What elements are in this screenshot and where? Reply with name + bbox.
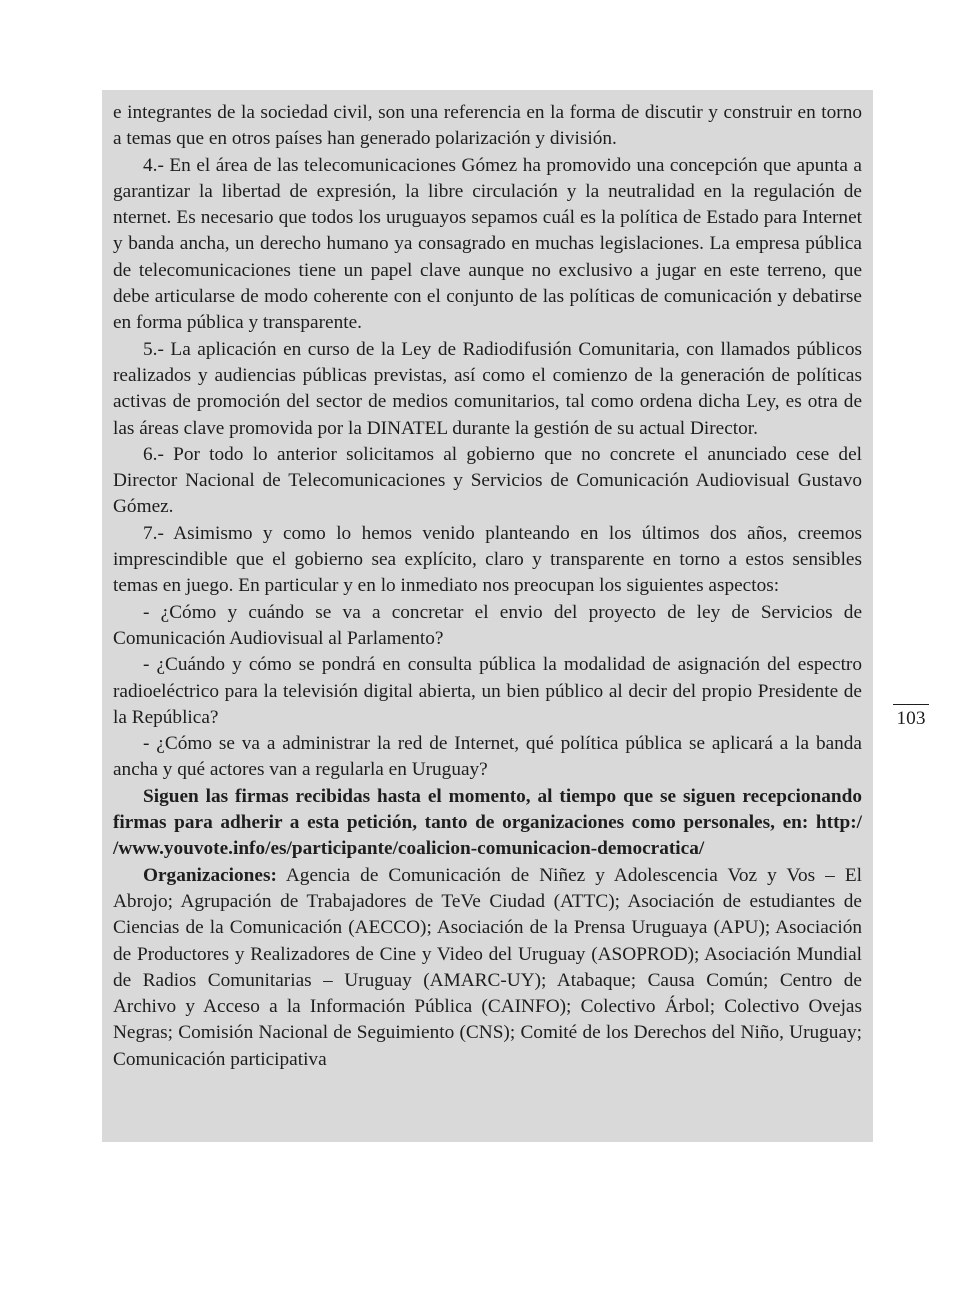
paragraph-point-6: 6.- Por todo lo anterior solicitamos al gobierno que no concrete el anunciado cese del Director Nacional de Telecomunicaciones y Servicios de Comunicación Audiovisual Gustavo Gómez. [113, 443, 862, 518]
paragraph-continuation: e integrantes de la sociedad civil, son una referencia en la forma de discutir y construir en torno a temas que en otros países han generado polarización y división. [113, 102, 862, 150]
text-block [102, 90, 873, 1142]
organizations-label: Organizaciones: [143, 864, 277, 886]
page-number: 103 [893, 704, 929, 731]
question-3: - ¿Cómo se va a administrar la red de Internet, qué política pública se aplicará a la banda ancha y qué actores van a regularla en Uruguay? [113, 733, 862, 781]
question-2: - ¿Cuándo y cómo se pondrá en consulta pública la modalidad de asignación del espectro radioeléctrico para la televisión digital abierta, un bien público al decir del propio Presidente de la República? [113, 654, 862, 728]
organizations-paragraph [113, 863, 862, 1073]
organizations-list: Agencia de Comunicación de Niñez y Adolescencia Voz y Vos – El Abrojo; Agrupación de Trabajadores de TeVe Ciudad (ATTC); Asociación de estudiantes de Ciencias de la Comunicación (AECCO); Asociación de la Prensa Uruguaya (APU); Asociación de Productores y Realizadores de Cine y Video del Uruguay (ASOPROD); Asociación Mundial de Radios Comunitarias – Uruguay (AMARC-UY); Atabaque; Causa Común; Centro de Archivo y Acceso a la Información Pública (CAINFO); Colectivo Árbol; Colectivo Ovejas Negras; Comisión Nacional de Seguimiento (CNS); Comité de los Derechos del Niño, Uruguay; Comunicación participativa [113, 864, 862, 1070]
paragraph-point-7: 7.- Asimismo y como lo hemos venido planteando en los últimos dos años, creemos imprescindible que el gobierno sea explícito, claro y transparente en torno a estos sensibles temas en juego. En particular y en lo inmediato nos preocupan los siguientes aspectos: [113, 522, 862, 597]
signatures-notice: Siguen las firmas recibidas hasta el momento, al tiempo que se siguen recepcionando firmas para adherir a esta petición, tanto de organizaciones como personales, en: http:/ /www.youvote.info/es/participante/coalicion-comunicacion-democratica/ [113, 785, 862, 860]
question-1: - ¿Cómo y cuándo se va a concretar el envio del proyecto de ley de Servicios de Comunicación Audiovisual al Parlamento? [113, 601, 862, 649]
paragraph-point-4: 4.- En el área de las telecomunicaciones Gómez ha promovido una concepción que apunta a garantizar la libertad de expresión, la libre circulación y la neutralidad en la regulación de nternet. Es necesario que todos los uruguayos sepamos cuál es la política de Estado para Internet y banda ancha, un derecho humano ya consagrado en muchas legislaciones. La empresa pública de telecomunicaciones tiene un papel clave aunque no exclusivo a jugar en este terreno, que debe articularse de modo coherente con el conjunto de las políticas de comunicación y debatirse en forma pública y transparente. [113, 154, 862, 334]
paragraph-point-5: 5.- La aplicación en curso de la Ley de Radiodifusión Comunitaria, con llamados públicos realizados y audiencias públicas previstas, así como el comienzo de la generación de políticas activas de promoción del sector de medios comunitarios, tal como ordena dicha Ley, es otra de las áreas clave promovida por la DINATEL durante la gestión de su actual Director. [113, 338, 862, 439]
